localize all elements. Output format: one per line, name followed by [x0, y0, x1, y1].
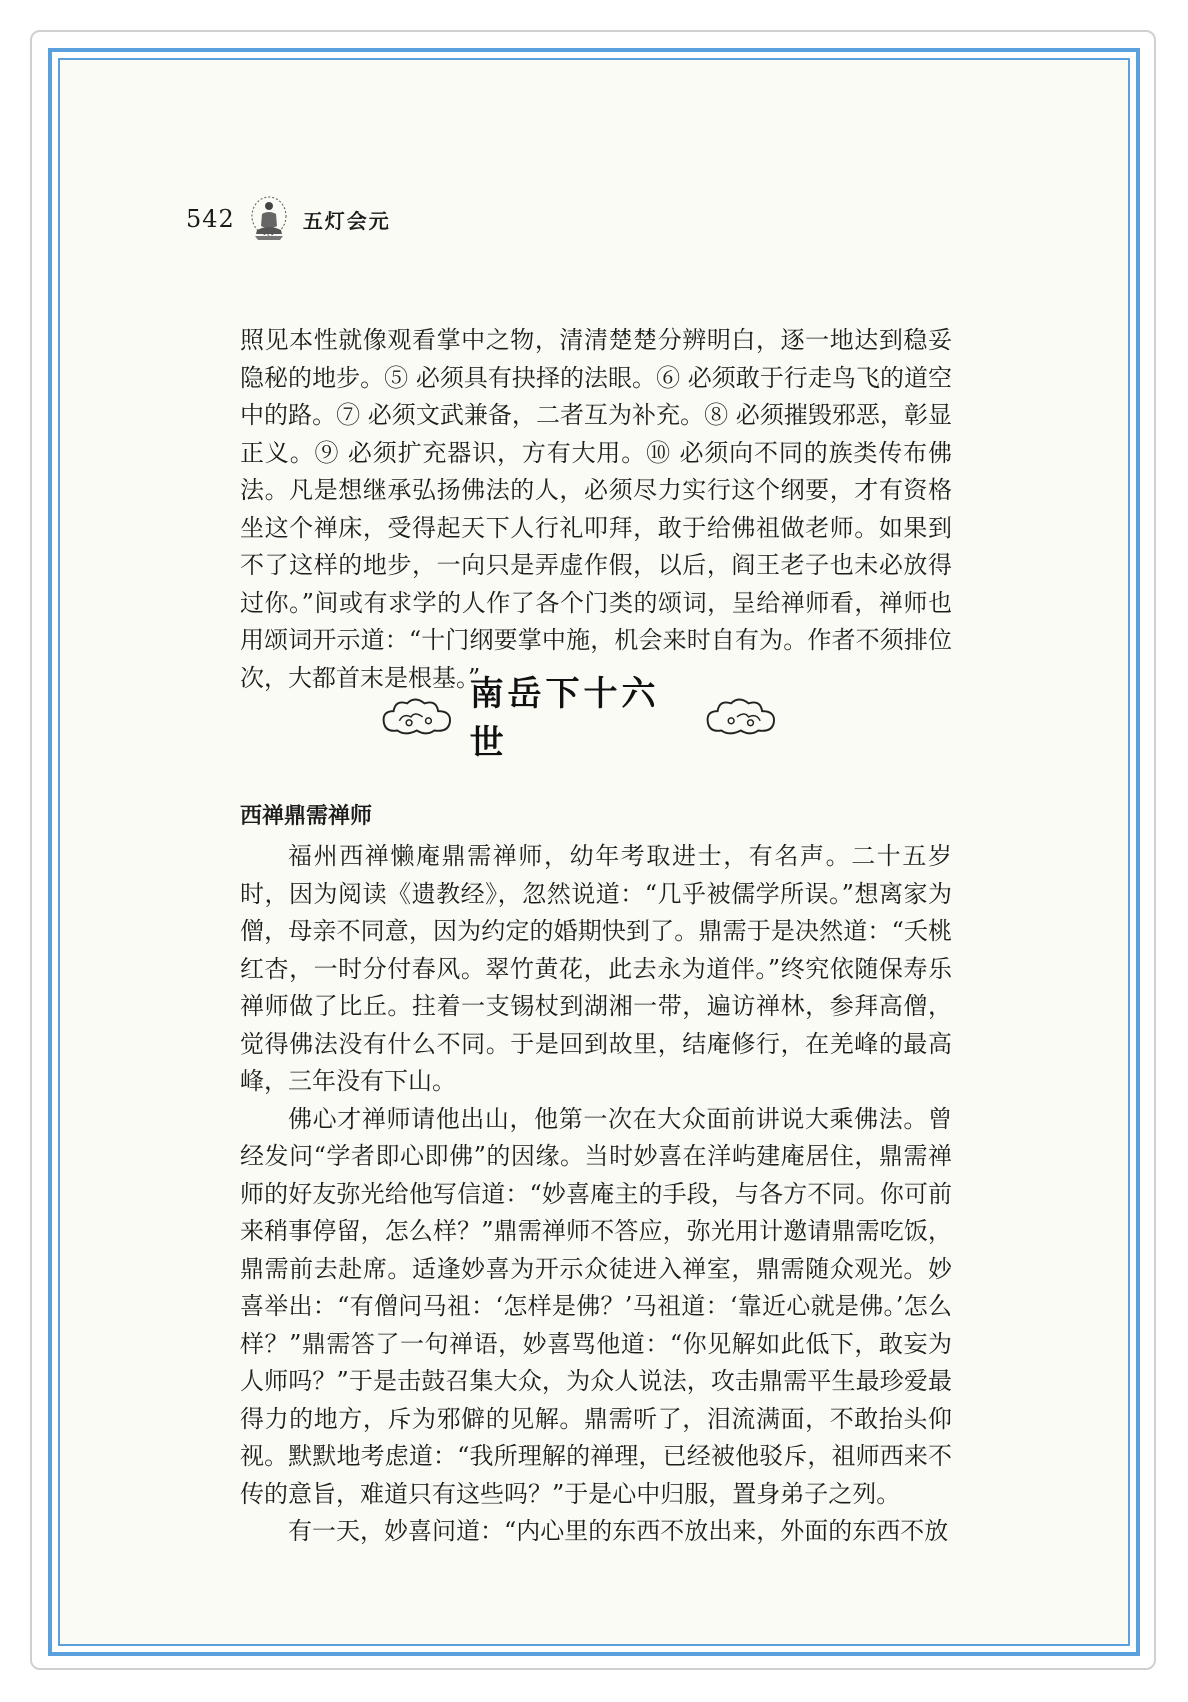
buddha-icon [249, 196, 289, 242]
body-paragraph: 佛心才禅师请他出山，他第一次在大众面前讲说大乘佛法。曾经发问“学者即心即佛”的因缘。当时妙喜在洋屿建庵居住，鼎需禅师的好友弥光给他写信道：“妙喜庵主的手段，与各方不同。你可前来稍事停留，怎么样？”鼎需禅师不答应，弥光用计邀请鼎需吃饭，鼎需前去赴席。适逢妙喜为开示众徒进入禅室，鼎需随众观光。妙喜举出：“有僧问马祖：‘怎样是佛？’马祖道：‘靠近心就是佛。’怎么样？”鼎需答了一句禅语，妙喜骂他道：“你见解如此低下，敢妄为人师吗？”于是击鼓召集大众，为众人说法，攻击鼎需平生最珍爱最得力的地方，斥为邪僻的见解。鼎需听了，泪流满面，不敢抬头仰视。默默地考虑道：“我所理解的禅理，已经被他驳斥，祖师西来不传的意旨，难道只有这些吗？”于是心中归服，置身弟子之列。 [240, 1104, 952, 1508]
entry-block [240, 800, 952, 1551]
body-paragraph: 照见本性就像观看掌中之物，清清楚楚分辨明白，逐一地达到稳妥隐秘的地步。⑤ 必须具有抉择的法眼。⑥ 必须敢于行走鸟飞的道空中的路。⑦ 必须文武兼备，二者互为补充。⑧ 必须摧毁邪恶，彰显正义。⑨ 必须扩充器识，方有大用。⑩ 必须向不同的族类传布佛法。凡是想继承弘扬佛法的人，必须尽力实行这个纲要，才有资格坐这个禅床，受得起天下人行礼叩拜，敢于给佛祖做老师。如果到不了这样的地步，一向只是弄虚作假，以后，阎王老子也未必放得过你。”间或有求学的人作了各个门类的颂词，呈给禅师看，禅师也用颂词开示道：“十门纲要掌中施，机会来时自有为。作者不须排位次，大都首末是根基。” [240, 326, 952, 692]
cloud-ornament-right-icon [704, 693, 780, 737]
running-header [186, 196, 391, 242]
section-heading [380, 674, 780, 763]
body-paragraph: 有一天，妙喜问道：“内心里的东西不放出来，外面的东西不放 [288, 1517, 949, 1545]
section-title: 南岳下十六世 [469, 674, 660, 763]
book-title: 五灯会元 [302, 208, 391, 233]
body-paragraph: 福州西禅懒庵鼎需禅师，幼年考取进士，有名声。二十五岁时，因为阅读《遗教经》，忽然说道：“几乎被儒学所误。”想离家为僧，母亲不同意，因为约定的婚期快到了。鼎需于是决然道：“夭桃红杏，一时分付春风。翠竹黄花，此去永为道伴。”终究依随保寿乐禅师做了比丘。拄着一支锡杖到湖湘一带，遍访禅林，参拜高僧，觉得佛法没有什么不同。于是回到故里，结庵修行，在羌峰的最高峰，三年没有下山。 [240, 842, 952, 1095]
cloud-ornament-left-icon [380, 693, 456, 737]
entry-title: 西禅鼎需禅师 [240, 804, 373, 829]
page-number: 542 [186, 205, 235, 233]
text-block-top [240, 322, 952, 697]
